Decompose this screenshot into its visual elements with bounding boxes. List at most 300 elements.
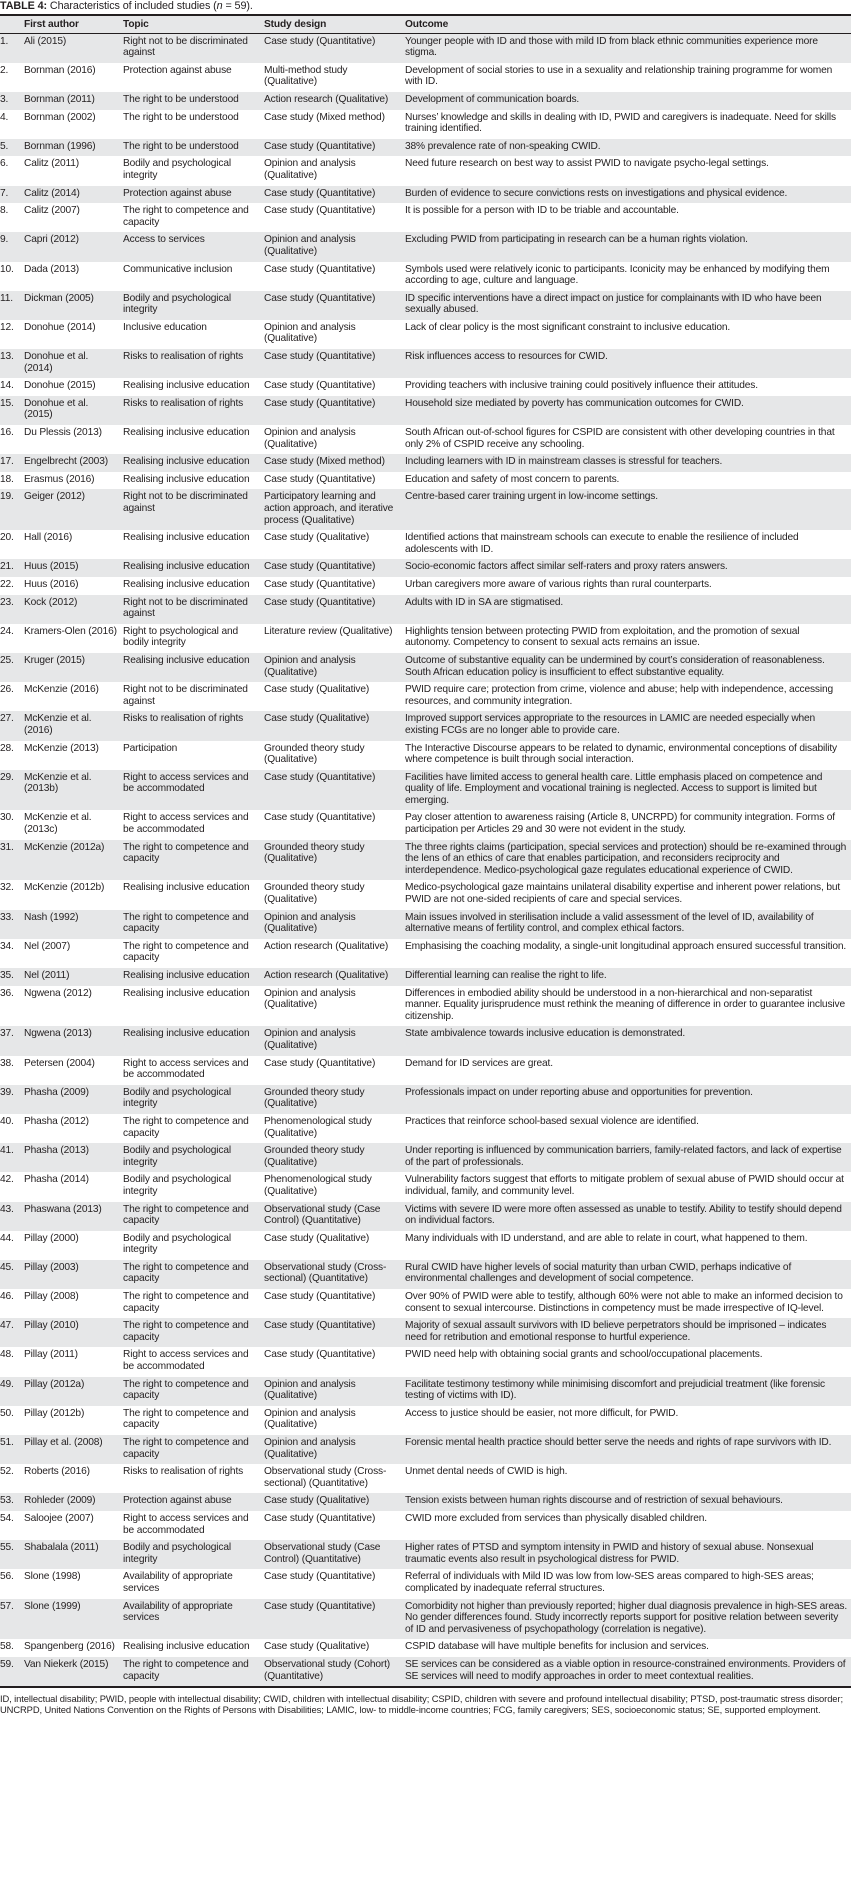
cell-study-design: Case study (Qualitative) [264, 1495, 370, 1507]
table-row [0, 33, 851, 63]
cell-study-design: Case study (Mixed method) [264, 456, 385, 468]
cell-topic: Right to access services and be accommodated [123, 771, 249, 795]
table-row [0, 910, 851, 939]
cell-topic: The right to competence and capacity [123, 1291, 249, 1314]
cell-outcome: Over 90% of PWID were able to testify, although 60% were not able to make an informed decision to consent to sexual intercourse. Distinctions in competency must be made irrespective of IQ-level. [405, 1291, 843, 1314]
cell-outcome: Outcome of substantive equality can be undermined by court’s consideration of reasonableness. South African education policy is insufficient to effect substantive equality. [405, 654, 825, 678]
cell-topic: Right to access services and be accommodated [123, 812, 249, 836]
cell-outcome: Victims with severe ID were more often assessed as unable to testify. Ability to testify should depend on individual factors. [405, 1203, 842, 1227]
cell-first-author: Bornman (2002) [24, 111, 96, 123]
cell-first-author: McKenzie (2012b) [24, 882, 105, 894]
cell-topic: The right to competence and capacity [123, 1407, 249, 1431]
table-row [0, 396, 851, 425]
cell-number: 51. [0, 1437, 14, 1448]
cell-outcome: Household size mediated by poverty has communication outcomes for CWID. [405, 397, 744, 409]
cell-first-author: Calitz (2011) [24, 158, 80, 170]
table-row [0, 624, 851, 653]
cell-first-author: Ngwena (2013) [24, 1028, 92, 1040]
cell-topic: Right not to be discriminated against [123, 596, 248, 620]
cell-number: 24. [0, 625, 14, 637]
cell-number: 48. [0, 1349, 14, 1361]
cell-study-design: Case study (Quantitative) [264, 771, 376, 783]
cell-study-design: Case study (Quantitative) [264, 351, 376, 363]
cell-number: 46. [0, 1291, 14, 1303]
cell-outcome: Facilitate testimony testimony while minimising discomfort and prejudicial treatment (like forensic testing of victims with ID). [405, 1378, 825, 1402]
cell-topic: The right to competence and capacity [123, 1320, 249, 1343]
cell-outcome: CSPID database will have multiple benefits for inclusion and services. [405, 1641, 709, 1653]
header-study-design: Study design [264, 16, 405, 33]
cell-topic: Realising inclusive education [123, 970, 250, 981]
cell-outcome: Adults with ID in SA are stigmatised. [405, 596, 564, 608]
cell-topic: Bodily and psychological integrity [123, 1232, 231, 1256]
cell-topic: Risks to realisation of rights [123, 397, 244, 409]
cell-number: 42. [0, 1174, 14, 1186]
table-row [0, 810, 851, 839]
cell-outcome: Education and safety of most concern to parents. [405, 473, 620, 485]
cell-study-design: Participatory learning and action approach, and iterative process (Qualitative) [264, 491, 394, 526]
cell-first-author: Pillay (2008) [24, 1291, 79, 1303]
cell-first-author: Bornman (1996) [24, 140, 96, 152]
cell-topic: The right to competence and capacity [123, 1203, 249, 1227]
table-row [0, 1493, 851, 1511]
cell-topic: Right to access services and be accommodated [123, 1057, 249, 1081]
cell-first-author: Nel (2007) [24, 940, 71, 952]
cell-study-design: Case study (Quantitative) [264, 140, 376, 152]
table-row [0, 1056, 851, 1085]
cell-study-design: Opinion and analysis (Qualitative) [264, 321, 356, 345]
table-row [0, 880, 851, 909]
cell-study-design: Action research (Qualitative) [264, 93, 389, 105]
cell-topic: Bodily and psychological integrity [123, 158, 231, 181]
caption-text-after: = 59). [222, 0, 253, 12]
cell-outcome: Symbols used were relatively iconic to participants. Iconicity may be enhanced by modifying them according to age, culture and language. [405, 263, 830, 287]
cell-study-design: Case study (Quantitative) [264, 187, 376, 199]
cell-study-design: Opinion and analysis (Qualitative) [264, 654, 356, 678]
cell-number: 39. [0, 1086, 14, 1098]
table-row [0, 741, 851, 770]
cell-first-author: Spangenberg (2016) [24, 1641, 115, 1653]
cell-first-author: Calitz (2014) [24, 187, 80, 199]
cell-number: 37. [0, 1028, 14, 1040]
table-row [0, 349, 851, 378]
table-row [0, 378, 851, 396]
cell-number: 29. [0, 771, 14, 783]
cell-topic: Realising inclusive education [123, 987, 250, 999]
cell-outcome: Centre-based carer training urgent in low-income settings. [405, 491, 658, 503]
cell-first-author: Ngwena (2012) [24, 987, 92, 999]
cell-number: 44. [0, 1232, 14, 1244]
cell-outcome: It is possible for a person with ID to be triable and accountable. [405, 205, 679, 217]
cell-first-author: McKenzie et al. (2013c) [24, 812, 92, 836]
table-row [0, 203, 851, 232]
cell-study-design: Opinion and analysis (Qualitative) [264, 1407, 356, 1431]
cell-outcome: State ambivalence towards inclusive education is demonstrated. [405, 1028, 686, 1040]
cell-first-author: Bornman (2011) [24, 93, 95, 105]
table-row [0, 320, 851, 349]
cell-topic: Protection against abuse [123, 1495, 232, 1507]
cell-first-author: McKenzie (2013) [24, 742, 99, 754]
cell-study-design: Case study (Qualitative) [264, 713, 370, 725]
cell-outcome: Vulnerability factors suggest that efforts to mitigate problem of sexual abuse of PWID should occur at individual, family, and community level. [405, 1174, 844, 1197]
table-row [0, 1172, 851, 1201]
cell-topic: The right to competence and capacity [123, 841, 249, 865]
cell-number: 58. [0, 1641, 14, 1653]
cell-topic: Realising inclusive education [123, 380, 250, 392]
studies-table [0, 16, 851, 1686]
cell-topic: Realising inclusive education [123, 456, 250, 468]
cell-topic: Realising inclusive education [123, 561, 250, 573]
cell-outcome: Under reporting is influenced by communication barriers, family-related factors, and lack of expertise of the part of professionals. [405, 1145, 842, 1168]
cell-outcome: Majority of sexual assault survivors with ID believe perpetrators should be imprisoned – indicates need for retribution and emotional response to hurtful experience. [405, 1320, 827, 1343]
cell-outcome: Excluding PWID from participating in research can be a human rights violation. [405, 234, 748, 246]
caption-text-before: Characteristics of included studies ( [49, 0, 217, 12]
table-row [0, 682, 851, 711]
cell-number: 3. [0, 93, 9, 105]
cell-outcome: Comorbidity not higher than previously reported; higher dual diagnosis prevalence in high-SES areas. No gender differences found. Study incorrectly reports support for positive relation between severity of ID and pervasiveness of psychopathology (correlation is negative). [405, 1600, 848, 1635]
table-row [0, 1231, 851, 1260]
cell-outcome: Socio-economic factors affect similar self-raters and proxy raters answers. [405, 561, 728, 573]
cell-first-author: Phaswana (2013) [24, 1203, 102, 1215]
cell-study-design: Literature review (Qualitative) [264, 625, 393, 637]
cell-outcome: Higher rates of PTSD and symptom intensity in PWID and history of sexual abuse. Nonsexual traumatic events also result in psychological distress for PWID. [405, 1542, 814, 1565]
cell-outcome: Referral of individuals with Mild ID was low from low-SES areas compared to high-SES areas; complicated by inadequate referral structures. [405, 1571, 814, 1594]
cell-study-design: Action research (Qualitative) [264, 970, 389, 981]
table-row [0, 1639, 851, 1657]
cell-first-author: Phasha (2012) [24, 1115, 89, 1127]
cell-number: 35. [0, 970, 14, 981]
cell-number: 8. [0, 205, 9, 217]
cell-topic: Realising inclusive education [123, 882, 250, 894]
cell-topic: Bodily and psychological integrity [123, 1086, 231, 1110]
cell-study-design: Case study (Quantitative) [264, 35, 376, 47]
cell-first-author: McKenzie (2012a) [24, 841, 105, 853]
table-row [0, 595, 851, 624]
cell-topic: Realising inclusive education [123, 1641, 250, 1653]
cell-first-author: Phasha (2014) [24, 1174, 89, 1186]
cell-study-design: Opinion and analysis (Qualitative) [264, 987, 356, 1011]
table-row [0, 939, 851, 968]
table-row [0, 968, 851, 986]
cell-study-design: Observational study (Cross-sectional) (Quantitative) [264, 1466, 387, 1489]
cell-number: 23. [0, 596, 14, 608]
cell-first-author: Donohue (2014) [24, 321, 96, 333]
table-row [0, 262, 851, 291]
table-row [0, 653, 851, 682]
cell-number: 7. [0, 187, 9, 199]
cell-study-design: Opinion and analysis (Qualitative) [264, 158, 356, 181]
table-row [0, 1026, 851, 1055]
table-row [0, 1406, 851, 1435]
table-row [0, 1202, 851, 1231]
cell-first-author: Erasmus (2016) [24, 473, 95, 485]
cell-topic: Risks to realisation of rights [123, 1466, 244, 1478]
cell-topic: Realising inclusive education [123, 532, 250, 544]
cell-study-design: Case study (Qualitative) [264, 1641, 370, 1653]
cell-number: 16. [0, 427, 14, 439]
cell-study-design: Case study (Quantitative) [264, 812, 376, 824]
cell-number: 32. [0, 882, 14, 894]
cell-study-design: Case study (Quantitative) [264, 561, 376, 573]
table-row [0, 1464, 851, 1493]
cell-topic: The right to competence and capacity [123, 1261, 249, 1285]
caption-n-symbol: n [216, 0, 223, 12]
cell-number: 31. [0, 841, 14, 853]
cell-number: 22. [0, 578, 14, 590]
header-outcome: Outcome [405, 16, 851, 33]
cell-topic: Right to access services and be accommodated [123, 1349, 249, 1373]
table-row [0, 986, 851, 1027]
cell-number: 54. [0, 1512, 14, 1524]
table-row [0, 770, 851, 811]
cell-outcome: Improved support services appropriate to the resources in LAMIC are needed especially when existing FCGs are no longer able to provide care. [405, 713, 816, 736]
cell-study-design: Grounded theory study (Qualitative) [264, 882, 365, 906]
cell-topic: The right to competence and capacity [123, 205, 249, 228]
cell-first-author: Huus (2016) [24, 578, 79, 590]
cell-first-author: Saloojee (2007) [24, 1512, 94, 1524]
cell-number: 13. [0, 351, 14, 363]
cell-topic: Right not to be discriminated against [123, 684, 248, 707]
cell-outcome: Differences in embodied ability should be understood in a non-hierarchical and non-separatist manner. Equality jurisprudence must rethink the meaning of difference in order to guarantee inclusive citizenship. [405, 987, 845, 1022]
cell-number: 45. [0, 1261, 14, 1273]
cell-topic: Bodily and psychological integrity [123, 292, 231, 316]
cell-topic: Realising inclusive education [123, 427, 250, 439]
cell-topic: Realising inclusive education [123, 654, 250, 666]
cell-topic: Protection against abuse [123, 187, 232, 199]
cell-topic: Realising inclusive education [123, 1028, 250, 1040]
cell-number: 55. [0, 1542, 14, 1554]
cell-outcome: Younger people with ID and those with mild ID from black ethnic communities experience more stigma. [405, 35, 818, 59]
cell-number: 12. [0, 321, 14, 333]
cell-first-author: Du Plessis (2013) [24, 427, 102, 439]
cell-first-author: Hall (2016) [24, 532, 73, 544]
cell-topic: The right to competence and capacity [123, 911, 249, 935]
cell-number: 9. [0, 234, 9, 246]
cell-study-design: Case study (Qualitative) [264, 532, 370, 544]
table-row [0, 1377, 851, 1406]
cell-study-design: Action research (Qualitative) [264, 940, 389, 952]
table-row [0, 1435, 851, 1464]
cell-topic: Right not to be discriminated against [123, 35, 248, 59]
cell-study-design: Grounded theory study (Qualitative) [264, 1086, 365, 1110]
cell-first-author: Van Niekerk (2015) [24, 1658, 109, 1670]
cell-outcome: Identified actions that mainstream schools can execute to enable the resilience of included adolescents with ID. [405, 532, 799, 555]
table-row [0, 1657, 851, 1686]
cell-topic: Availability of appropriate services [123, 1600, 233, 1624]
cell-study-design: Case study (Quantitative) [264, 1600, 376, 1612]
cell-outcome: Main issues involved in sterilisation include a valid assessment of the level of ID, availability of alternative means of fertility control, and complex ethical factors. [405, 911, 814, 935]
table-row [0, 1318, 851, 1347]
cell-number: 10. [0, 263, 14, 275]
table-bottom [0, 1686, 851, 1715]
cell-first-author: Pillay (2000) [24, 1232, 79, 1244]
cell-topic: Inclusive education [123, 321, 207, 333]
cell-number: 14. [0, 380, 14, 392]
cell-outcome: Including learners with ID in mainstream classes is stressful for teachers. [405, 456, 723, 468]
cell-first-author: Ali (2015) [24, 35, 67, 47]
table-row [0, 139, 851, 157]
header-first-author: First author [24, 16, 123, 33]
cell-topic: Right to psychological and bodily integrity [123, 625, 239, 649]
cell-first-author: Pillay et al. (2008) [24, 1437, 103, 1448]
cell-outcome: SE services can be considered as a viable option in resource-constrained environments. Providers of SE services will need to modify approaches in order to meet contextual realities. [405, 1658, 846, 1682]
cell-first-author: Slone (1998) [24, 1571, 81, 1583]
cell-topic: The right to competence and capacity [123, 1658, 249, 1682]
cell-outcome: PWID require care; protection from crime, violence and abuse; help with independence, accessing resources, and community integration. [405, 684, 834, 707]
cell-topic: Participation [123, 742, 178, 754]
cell-topic: The right to competence and capacity [123, 1378, 249, 1402]
cell-first-author: Nash (1992) [24, 911, 79, 923]
cell-number: 33. [0, 911, 14, 923]
cell-first-author: Donohue et al. (2014) [24, 351, 89, 374]
cell-study-design: Grounded theory study (Qualitative) [264, 742, 365, 766]
table-header-row [0, 16, 851, 33]
cell-topic: Realising inclusive education [123, 578, 250, 590]
cell-topic: Communicative inclusion [123, 263, 233, 275]
cell-first-author: Pillay (2010) [24, 1320, 79, 1332]
cell-study-design: Case study (Quantitative) [264, 1349, 376, 1361]
cell-study-design: Observational study (Case Control) (Quantitative) [264, 1542, 381, 1565]
cell-outcome: Pay closer attention to awareness raising (Article 8, UNCRPD) for community integration. Forms of participation per Articles 29 and 30 were not evident in the study. [405, 812, 835, 836]
table-row [0, 1289, 851, 1318]
cell-number: 56. [0, 1571, 14, 1583]
cell-study-design: Case study (Qualitative) [264, 684, 370, 696]
cell-study-design: Case study (Quantitative) [264, 205, 376, 217]
cell-first-author: Kramers-Olen (2016) [24, 625, 117, 637]
cell-outcome: Urban caregivers more aware of various rights than rural counterparts. [405, 578, 712, 590]
cell-number: 30. [0, 812, 14, 824]
cell-first-author: Dada (2013) [24, 263, 79, 275]
cell-topic: Bodily and psychological integrity [123, 1145, 231, 1168]
cell-number: 15. [0, 397, 14, 409]
cell-study-design: Observational study (Case Control) (Quantitative) [264, 1203, 381, 1227]
cell-study-design: Grounded theory study (Qualitative) [264, 1145, 365, 1168]
table-row [0, 711, 851, 740]
cell-topic: Protection against abuse [123, 64, 232, 76]
cell-topic: Availability of appropriate services [123, 1571, 233, 1594]
cell-first-author: Pillay (2011) [24, 1349, 78, 1361]
cell-first-author: Kruger (2015) [24, 654, 85, 666]
cell-study-design: Case study (Quantitative) [264, 1571, 376, 1583]
cell-study-design: Phenomenological study (Qualitative) [264, 1174, 372, 1197]
cell-study-design: Opinion and analysis (Qualitative) [264, 427, 356, 450]
cell-study-design: Case study (Quantitative) [264, 263, 376, 275]
cell-study-design: Opinion and analysis (Qualitative) [264, 1378, 356, 1402]
cell-outcome: Development of communication boards. [405, 93, 580, 105]
header-number [0, 16, 24, 33]
cell-number: 17. [0, 456, 14, 468]
table-row [0, 1085, 851, 1114]
table-row [0, 1143, 851, 1172]
cell-outcome: Risk influences access to resources for CWID. [405, 351, 608, 363]
cell-study-design: Case study (Quantitative) [264, 380, 376, 392]
table-row [0, 1511, 851, 1540]
cell-study-design: Opinion and analysis (Qualitative) [264, 1028, 356, 1051]
cell-study-design: Case study (Quantitative) [264, 1057, 376, 1069]
cell-outcome: Differential learning can realise the right to life. [405, 970, 607, 981]
cell-study-design: Opinion and analysis (Qualitative) [264, 234, 356, 257]
cell-outcome: ID specific interventions have a direct impact on justice for complainants with ID who have been sexually abused. [405, 292, 822, 316]
cell-number: 53. [0, 1495, 14, 1507]
cell-outcome: Forensic mental health practice should better serve the needs and rights of rape survivors with ID. [405, 1437, 832, 1448]
table-row [0, 840, 851, 881]
cell-number: 1. [0, 35, 9, 47]
table-label: TABLE 4: [0, 0, 47, 12]
cell-first-author: Pillay (2003) [24, 1261, 79, 1273]
cell-number: 19. [0, 491, 14, 503]
cell-first-author: Geiger (2012) [24, 491, 85, 503]
table-row [0, 1260, 851, 1289]
cell-outcome: CWID more excluded from services than physically disabled children. [405, 1512, 707, 1524]
cell-first-author: Nel (2011) [24, 970, 70, 981]
cell-study-design: Case study (Quantitative) [264, 1291, 376, 1303]
cell-number: 57. [0, 1600, 14, 1612]
cell-outcome: Tension exists between human rights discourse and of restriction of sexual behaviours. [405, 1495, 783, 1507]
table-row [0, 232, 851, 261]
cell-outcome: Medico-psychological gaze maintains unilateral disability expertise and inherent power relations, but PWID are not one-sided recipients of care and special services. [405, 882, 841, 906]
cell-first-author: Huus (2015) [24, 561, 79, 573]
cell-number: 34. [0, 940, 14, 952]
cell-topic: The right to competence and capacity [123, 1115, 249, 1139]
cell-study-design: Case study (Quantitative) [264, 596, 376, 608]
cell-number: 21. [0, 561, 14, 573]
cell-first-author: Rohleder (2009) [24, 1495, 96, 1507]
table-row [0, 489, 851, 530]
cell-first-author: Donohue et al. (2015) [24, 397, 89, 421]
cell-outcome: South African out-of-school figures for CSPID are consistent with other developing countries in that only 2% of CSPID receive any schooling. [405, 427, 835, 450]
cell-study-design: Case study (Quantitative) [264, 578, 376, 590]
cell-number: 40. [0, 1115, 14, 1127]
table-row [0, 186, 851, 204]
cell-outcome: Many individuals with ID understand, and are able to relate in court, what happened to them. [405, 1232, 808, 1244]
cell-first-author: Engelbrecht (2003) [24, 456, 108, 468]
cell-outcome: Emphasising the coaching modality, a single-unit longitudinal approach ensured successful transition. [405, 940, 847, 952]
table-row [0, 425, 851, 454]
cell-study-design: Phenomenological study (Qualitative) [264, 1115, 372, 1139]
cell-outcome: The Interactive Discourse appears to be related to dynamic, environmental conceptions of disability where competence is built through social interaction. [405, 742, 837, 766]
cell-study-design: Case study (Quantitative) [264, 1512, 376, 1524]
table-row [0, 1540, 851, 1569]
cell-outcome: Practices that reinforce school-based sexual violence are identified. [405, 1115, 699, 1127]
cell-outcome: Burden of evidence to secure convictions rests on investigations and physical evidence. [405, 187, 788, 199]
table-row [0, 63, 851, 92]
table-row [0, 156, 851, 185]
cell-number: 47. [0, 1320, 14, 1332]
cell-number: 20. [0, 532, 14, 544]
cell-number: 49. [0, 1378, 14, 1390]
table-row [0, 110, 851, 139]
cell-topic: The right to competence and capacity [123, 1437, 249, 1460]
cell-first-author: Phasha (2009) [24, 1086, 89, 1098]
cell-outcome: Demand for ID services are great. [405, 1057, 553, 1069]
cell-outcome: The three rights claims (participation, special services and protection) should be re-examined through the lens of an ethics of care that enables participation, and reconsiders reciprocity and interdependence. Medico-psychological gaze regulates educational experience of CWID. [405, 841, 847, 876]
cell-number: 6. [0, 158, 9, 170]
cell-number: 5. [0, 140, 9, 152]
cell-topic: Realising inclusive education [123, 473, 250, 485]
cell-number: 59. [0, 1658, 14, 1670]
cell-topic: The right to competence and capacity [123, 940, 249, 964]
table-row [0, 1347, 851, 1376]
cell-number: 43. [0, 1203, 14, 1215]
cell-study-design: Case study (Qualitative) [264, 1232, 370, 1244]
cell-study-design: Case study (Quantitative) [264, 473, 376, 485]
cell-outcome: Development of social stories to use in a sexuality and relationship training programme for women with ID. [405, 64, 833, 88]
cell-topic: Right not to be discriminated against [123, 491, 248, 514]
cell-outcome: Rural CWID have higher levels of social maturity than urban CWID, perhaps indicative of environmental challenges and development of social competence. [405, 1261, 792, 1285]
cell-number: 2. [0, 64, 9, 76]
cell-study-design: Case study (Mixed method) [264, 111, 385, 123]
cell-first-author: Bornman (2016) [24, 64, 96, 76]
cell-study-design: Grounded theory study (Qualitative) [264, 841, 365, 865]
